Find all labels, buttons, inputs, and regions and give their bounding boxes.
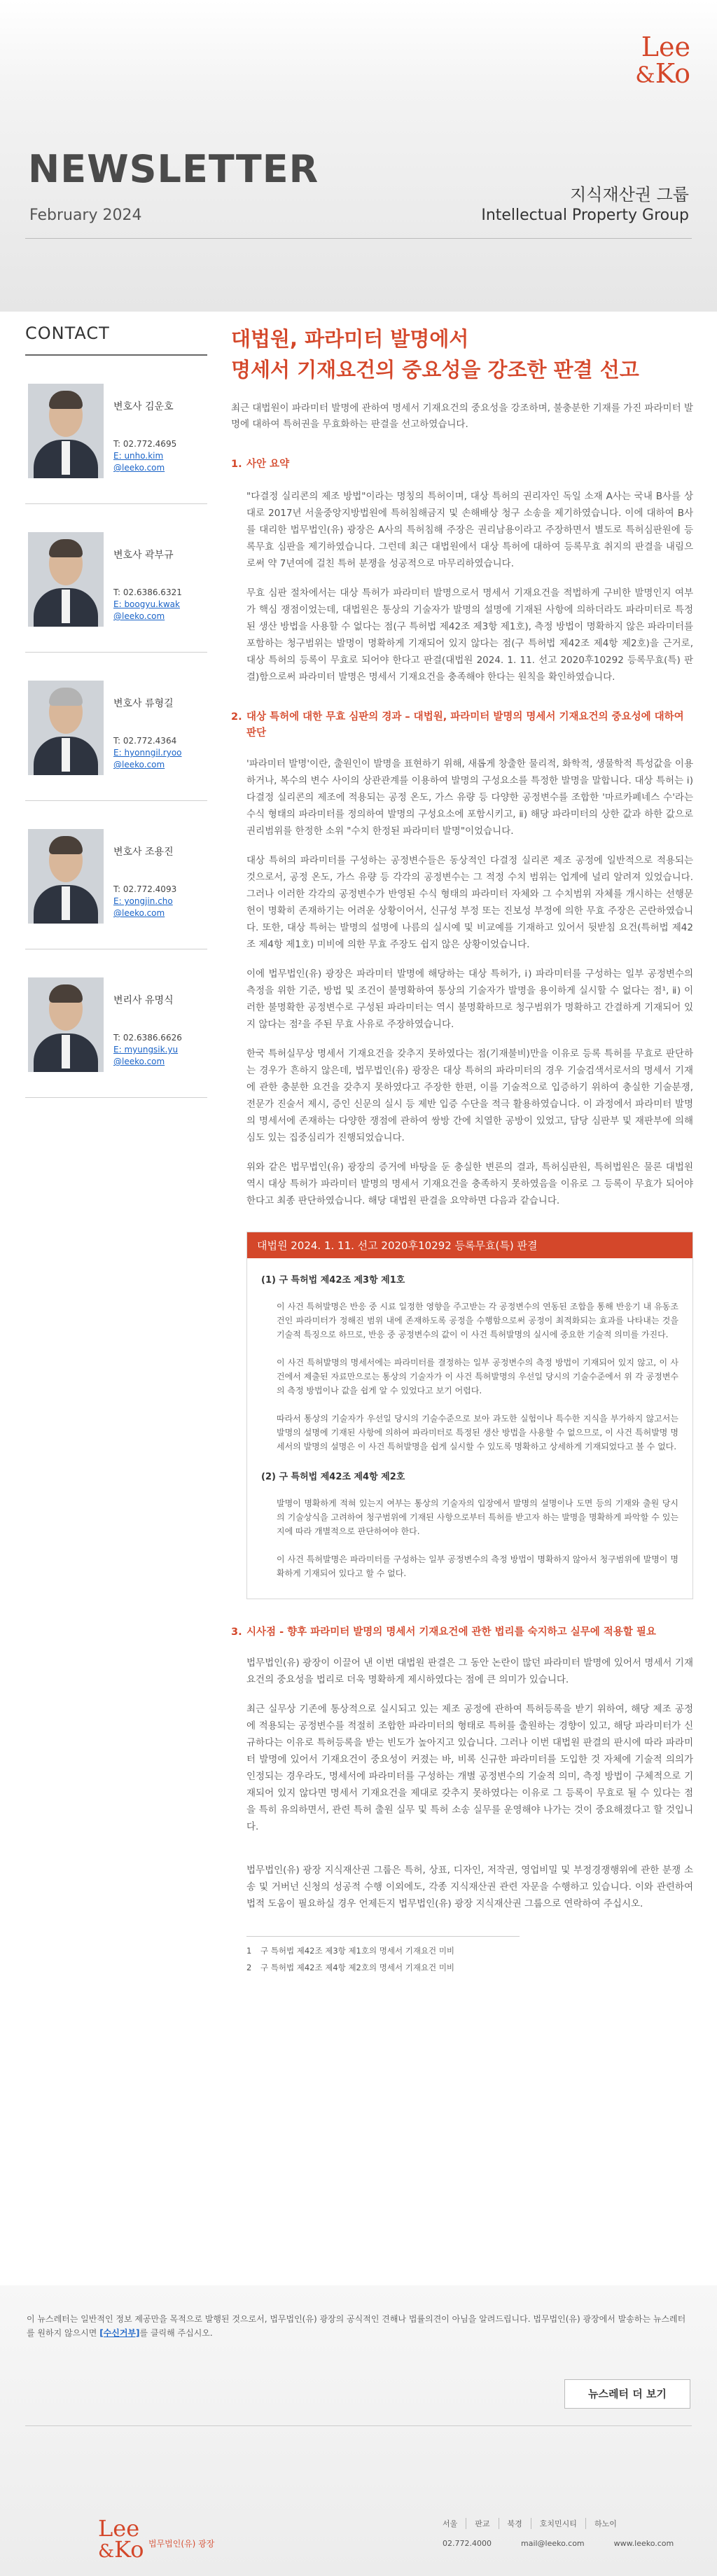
footer-website[interactable]: www.leeko.com — [613, 2539, 674, 2548]
department-name-ko: 지식재산권 그룹 — [570, 185, 689, 204]
article-title: 대법원, 파라미터 발명에서 명세서 기재요건의 중요성을 강조한 판결 선고 — [231, 327, 639, 382]
issue-date: February 2024 — [29, 207, 142, 224]
lawyer-email-domain[interactable]: @leeko.com — [113, 760, 165, 770]
lawyer-phone: T: 02.772.4364 — [113, 736, 177, 746]
ruling-box-heading: 대법원 2024. 1. 11. 선고 2020후10292 등록무효(특) 판결 — [247, 1232, 692, 1258]
closing-paragraph: 법무법인(유) 광장 지식재산권 그룹은 특허, 상표, 디자인, 저작권, 영업비밀 및 부정경쟁행위에 관한 분쟁 소송 및 거버넌 신청의 성공적 수행 이외에도, 각종 지식재산권 관련 자문을 수행하고 있습니다. 이와 관련하여 법적 도움이 필요하실 경우 언제든지 법무법인(유) 광장 지식재산권 그룹으로 연락하여 주십시오. — [246, 1865, 694, 1909]
office-item: 서울 — [434, 2518, 466, 2529]
ruling-paragraph: 이 사건 특허발명의 명세서에는 파라미터를 결정하는 일부 공정변수의 측정 방법이 기재되어 있지 않고, 이 사건에서 제출된 자료만으로는 통상의 기술자가 이 사건 특허발명의 우선일 당시의 기술수준에서 위 각 공정변수의 측정 방법이나 값을 쉽게 알 수 있었다고 보기 어렵다. — [277, 1358, 678, 1395]
ruling-subheading: (1) 구 특허법 제42조 제3항 제1호 — [261, 1275, 405, 1286]
article-intro: 최근 대법원이 파라미터 발명에 관하여 명세서 기재요건의 중요성을 강조하며, 불충분한 기재를 가진 파라미터 발명에 대하여 특허권을 무효화하는 판결을 선고하였습니다. — [231, 403, 693, 430]
lawyer-email[interactable]: E: hyonngil.ryoo — [113, 748, 182, 758]
section-paragraph: 법무법인(유) 광장이 이끌어 낸 이번 대법원 판결은 그 동안 논란이 많던 파라미터 발명에 있어서 명세서 기재요건의 중요성을 법리로 더욱 명확하게 제시하였다는 점에 큰 의미가 있습니다. — [246, 1657, 693, 1685]
unsubscribe-link[interactable]: [수신거부] — [99, 2328, 140, 2338]
section-paragraph: 한국 특허실무상 명세서 기재요건을 갖추지 못하였다는 점(기재불비)만을 이유로 등록 특허를 무효로 판단하는 경우가 흔하지 않은데, 법무법인(유) 광장은 대상 특허의 파라미터의 경우 기술검색서로서의 명세서 기재에 관한 충분한 요건을 갖추지 못하였다고 주장한 한편, 이를 기술적으로 입증하기 위하여 충실한 기술분쟁, 전문가 진술서 제시, 증인 신문의 실시 등 제반 입증 수단을 적극 활용하였습니다. 이 과정에서 파라미터 발명의 명세서에 존재하는 다양한 쟁점에 관하여 쌍방 간에 치열한 공방이 있었고, 담당 심판부 및 재판부에 의해 심도 있는 집중심리가 진행되었습니다. — [246, 1048, 693, 1143]
footer-logo[interactable]: Lee &Ko — [98, 2515, 144, 2563]
lawyer-name: 변호사 조용진 — [113, 847, 174, 858]
office-item: 판교 — [466, 2518, 499, 2529]
lawyer-email[interactable]: E: unho.kim — [113, 451, 164, 461]
newsletter-title: NEWSLETTER — [28, 147, 319, 191]
ruling-subheading: (2) 구 특허법 제42조 제4항 제2호 — [261, 1472, 405, 1482]
footer-firm-name: 법무법인(유) 광장 — [148, 2539, 215, 2549]
lawyer-name: 변호사 곽부규 — [113, 550, 174, 561]
lawyer-card — [25, 504, 207, 653]
section-heading: 2. 대상 특허에 대한 무효 심판의 경과 – 대법원, 파라미터 발명의 명세서 기재요건의 중요성에 대하여 판단 — [231, 711, 684, 739]
lawyer-card — [25, 653, 207, 801]
lawyer-email-domain[interactable]: @leeko.com — [113, 1057, 165, 1066]
lawyer-email[interactable]: E: boogyu.kwak — [113, 599, 180, 609]
lawyer-name: 변호사 김운호 — [113, 401, 174, 412]
lawyer-photo — [28, 384, 104, 478]
lawyer-photo — [28, 532, 104, 627]
section-heading: 3. 시사점 - 향후 파라미터 발명의 명세서 기재요건에 관한 법리를 숙지하고 실무에 적용할 필요 — [231, 1627, 656, 1638]
lee-ko-logo[interactable]: Lee &Ko — [635, 32, 690, 89]
footnote: 1 구 특허법 제42조 제3항 제1호의 명세서 기재요건 미비 — [246, 1946, 455, 1956]
office-item: 호치민시티 — [531, 2518, 586, 2529]
section-paragraph: '파라미터 발명'이란, 출원인이 발명을 표현하기 위해, 새롭게 창출한 물리적, 화학적, 생물학적 특성값을 이용하거나, 복수의 변수 사이의 상관관계를 이용하여 발명의 구성요소를 특정한 발명을 말합니다. 대상 특허는 ⅰ) 다결정 실리콘의 제조에 적용되는 공정 온도, 가스 유량 등 다양한 공정변수를 조합한 '마르카페네스 수'라는 수식 형태의 파라미터를 정의하여 발명의 구성요소에 포함시키고, ⅱ) 해당 파라미터의 상한 값과 하한 값으로 권리범위를 한정한 소위 "수치 한정된 파라미터 발명"이었습니다. — [246, 758, 693, 837]
ruling-paragraph: 이 사건 특허발명은 반응 중 시료 일정한 영향을 주고받는 각 공정변수의 연동된 조합을 통해 반응기 내 유동조건인 파라미터가 정해진 범위 내에 존재하도록 공정을 수행함으로써 공정이 최적화되는 효과를 나타내는 것을 기술적 특징으로 하므로, 반응 중 공정변수의 값이 이 사건 특허발명의 실시에 중요한 기술적 의미를 가진다. — [277, 1302, 678, 1339]
lawyer-email-domain[interactable]: @leeko.com — [113, 463, 165, 473]
section-1 — [231, 457, 693, 685]
footer-contact — [443, 2539, 674, 2548]
section-2 — [231, 709, 693, 1599]
newsletter-header — [0, 0, 717, 312]
office-list — [434, 2518, 625, 2529]
section-paragraph: 위와 같은 법무법인(유) 광장의 증거에 바탕을 둔 충실한 변론의 결과, 특허심판원, 특허법원은 물론 대법원 역시 대상 특허가 파라미터 발명의 명세서 기재요건을 충족하지 못하였음을 이유로 그 등록이 무효가 되어야 한다고 최종 판단하였습니다. 해당 대법원 판결을 요약하면 다음과 같습니다. — [246, 1162, 693, 1206]
lawyer-phone: T: 02.772.4093 — [113, 884, 177, 894]
lawyer-name: 변호사 류형길 — [113, 698, 174, 709]
section-paragraph: "다결정 실리콘의 제조 방법"이라는 명칭의 특허이며, 대상 특허의 권리자인 독일 소재 A사는 국내 B사를 상대로 2017년 서울중앙지방법원에 특허침해금지 및 손해배상 청구 소송을 제기하였습니다. 이에 대하여 B사를 대리한 법무법인(유) 광장은 A사의 특허침해 주장은 권리남용이라고 주장하면서 별도로 특허심판원에 등록무효 심판을 제기하였습니다. 그런데 최근 대법원에서 대상 특허에 대하여 등록무효 취지의 판결을 내림으로써 약 7년여에 걸친 특허 분쟁을 성공적으로 마무리하였습니다. — [246, 491, 693, 569]
lawyer-card — [25, 801, 207, 949]
footer-phone: 02.772.4000 — [443, 2539, 492, 2548]
office-item: 북경 — [499, 2518, 531, 2529]
lawyer-email-domain[interactable]: @leeko.com — [113, 908, 165, 918]
more-newsletters-button[interactable]: 뉴스레터 더 보기 — [564, 2379, 690, 2409]
office-item: 하노이 — [594, 2519, 617, 2528]
contact-heading: CONTACT — [25, 323, 207, 356]
lawyer-phone: T: 02.6386.6626 — [113, 1033, 182, 1043]
article — [231, 323, 693, 1973]
lawyer-email-domain[interactable]: @leeko.com — [113, 611, 165, 621]
disclaimer-notice: 이 뉴스레터는 일반적인 정보 제공만을 목적으로 발행된 것으로서, 법무법인(유) 광장의 공식적인 견해나 법률의견이 아님을 알려드립니다. 법무법인(유) 광장에서 발송하는 뉴스레터를 원하지 않으시면 [수신거부]를 클릭해 주십시오. — [27, 2314, 686, 2338]
lawyer-photo — [28, 977, 104, 1072]
lawyer-name: 변리사 유명식 — [113, 995, 174, 1006]
lawyer-list — [25, 356, 207, 1098]
lawyer-email[interactable]: E: myungsik.yu — [113, 1045, 179, 1054]
footer-email[interactable]: mail@leeko.com — [520, 2539, 585, 2548]
section-heading: 1. 사안 요약 — [231, 459, 290, 470]
footnote-divider — [246, 1936, 520, 1937]
ruling-paragraph: 이 사건 특허발명은 파라미터를 구성하는 일부 공정변수의 측정 방법이 명확하지 않아서 청구범위에 발명이 명확하게 기재되어 있다고 할 수 없다. — [277, 1554, 678, 1578]
footnote: 2 구 특허법 제42조 제4항 제2호의 명세서 기재요건 미비 — [246, 1963, 455, 1972]
department-name-en: Intellectual Property Group — [481, 207, 689, 224]
lawyer-card — [25, 949, 207, 1098]
lawyer-phone: T: 02.772.4695 — [113, 439, 177, 449]
ruling-paragraph: 발명이 명확하게 적혀 있는지 여부는 통상의 기술자의 입장에서 발명의 설명이나 도면 등의 기재와 출원 당시의 기술상식을 고려하여 청구범위에 기재된 사항으로부터 특허를 받고자 하는 발명을 명확하게 파악할 수 있는지에 따라 개별적으로 판단하여야 한다. — [277, 1498, 678, 1536]
newsletter-footer — [0, 2285, 717, 2576]
section-paragraph: 무효 심판 절차에서는 대상 특허가 파라미터 발명으로서 명세서 기재요건을 적법하게 구비한 발명인지 여부가 핵심 쟁점이었는데, 대법원은 통상의 기술자가 발명의 설명에 기재된 사항에 의하더라도 파라미터로 특정된 생산 방법을 사용할 수 없다는 점(구 특허법 제42조 제3항 제1호), 측정 방법이 명확하지 않은 파라미터를 포함하는 청구범위는 발명이 명확하게 기재되어 있지 않다는 점(구 특허법 제42조 제4항 제2호)을 근거로, 대상 특허의 등록이 무효로 되어야 한다고 판결(대법원 2024. 1. 11. 선고 2020후10292 등록무효(특) 판결)함으로써 파라미터 발명은 명세서 기재요건을 충족해야 한다는 원칙을 확인하였습니다. — [246, 587, 693, 683]
lawyer-photo — [28, 681, 104, 775]
ruling-summary-box — [246, 1232, 693, 1599]
ruling-paragraph: 따라서 통상의 기술자가 우선일 당시의 기술수준으로 보아 과도한 실험이나 특수한 지식을 부가하지 않고서는 발명의 설명에 기재된 사항에 의하여 파라미터로 특정된 생산 방법을 사용할 수 없으므로, 이 사건 특허발명 명세서의 발명의 설명은 이 사건 특허발명을 쉽게 실시할 수 있도록 명확하고 상세하게 기재되었다고 볼 수 없다. — [277, 1414, 678, 1451]
lawyer-card — [25, 356, 207, 504]
header-divider — [25, 238, 692, 239]
section-paragraph: 대상 특허의 파라미터를 구성하는 공정변수들은 동상적인 다결정 실리콘 제조 공정에 일반적으로 적용되는 것으로서, 공정 온도, 가스 유량 등 각각의 공정변수는 그 적정 수치 범위는 업계에 널리 알려져 있었습니다. 그러나 이러한 각각의 공정변수가 반영된 수식 형태의 파라미터 자체와 그 수치범위 자체를 개시하는 선행문헌이 명확히 존재하기는 어려운 상황이어서, 신규성 부정 또는 진보성 부정에 의한 무효 주장은 곤란하였습니다. 또한, 대상 특허는 발명의 설명에 나름의 실시예 및 비교예를 기재하고 있어서 뒷받침 요건(특허법 제42조 제4항 제1호) 미비에 의한 무효 주장도 쉽지 않은 상황이었습니다. — [246, 855, 693, 950]
footer-divider — [25, 2425, 692, 2426]
lawyer-phone: T: 02.6386.6321 — [113, 587, 182, 597]
contact-sidebar — [25, 323, 207, 1098]
lawyer-email[interactable]: E: yongjin.cho — [113, 896, 173, 906]
lawyer-photo — [28, 829, 104, 924]
section-3 — [231, 1624, 693, 1912]
section-paragraph: 최근 실무상 기존에 통상적으로 실시되고 있는 제조 공정에 관하여 특허등록을 받기 위하여, 해당 제조 공정에 적용되는 공정변수를 적절히 조합한 파라미터의 형태로 특허를 출원하는 경향이 있고, 해당 파라미터가 신규하다는 이유로 특허등록을 받는 빈도가 높아지고 있습니다. 그러나 이번 대법원 판결의 판시에 따라 파라미터 발명에 있어서 기재요건이 중요성이 커졌는 바, 비록 신규한 파라미터를 도입한 것 자체에 기술적 의의가 인정되는 경우라도, 명세서에 파라미터를 구성하는 개별 공정변수의 기술적 의미, 측정 방법이 구체적으로 기재되어 있지 않다면 명세서 기재요건을 제대로 갖추지 못하였다는 이유로 그 등록이 무효로 될 수 있다는 점을 특히 유의하면서, 관련 특허 출원 실무 및 특허 소송 실무를 운영해야 나가는 것이 중요해졌다고 할 것입니다. — [246, 1704, 693, 1832]
section-paragraph: 이에 법무법인(유) 광장은 파라미터 발명에 해당하는 대상 특허가, ⅰ) 파라미터를 구성하는 일부 공정변수의 측정을 위한 기준, 방법 및 조건이 불명확하여 통상의 기술자가 발명을 용이하게 실시할 수 없다는 점¹, ⅱ) 이러한 불명확한 공정변수로 구성된 파라미터는 역시 불명확하므로 청구범위가 명확하고 간결하게 기재되어 있지 않다는 점²을 주된 무효 사유로 주장하였습니다. — [246, 968, 693, 1030]
